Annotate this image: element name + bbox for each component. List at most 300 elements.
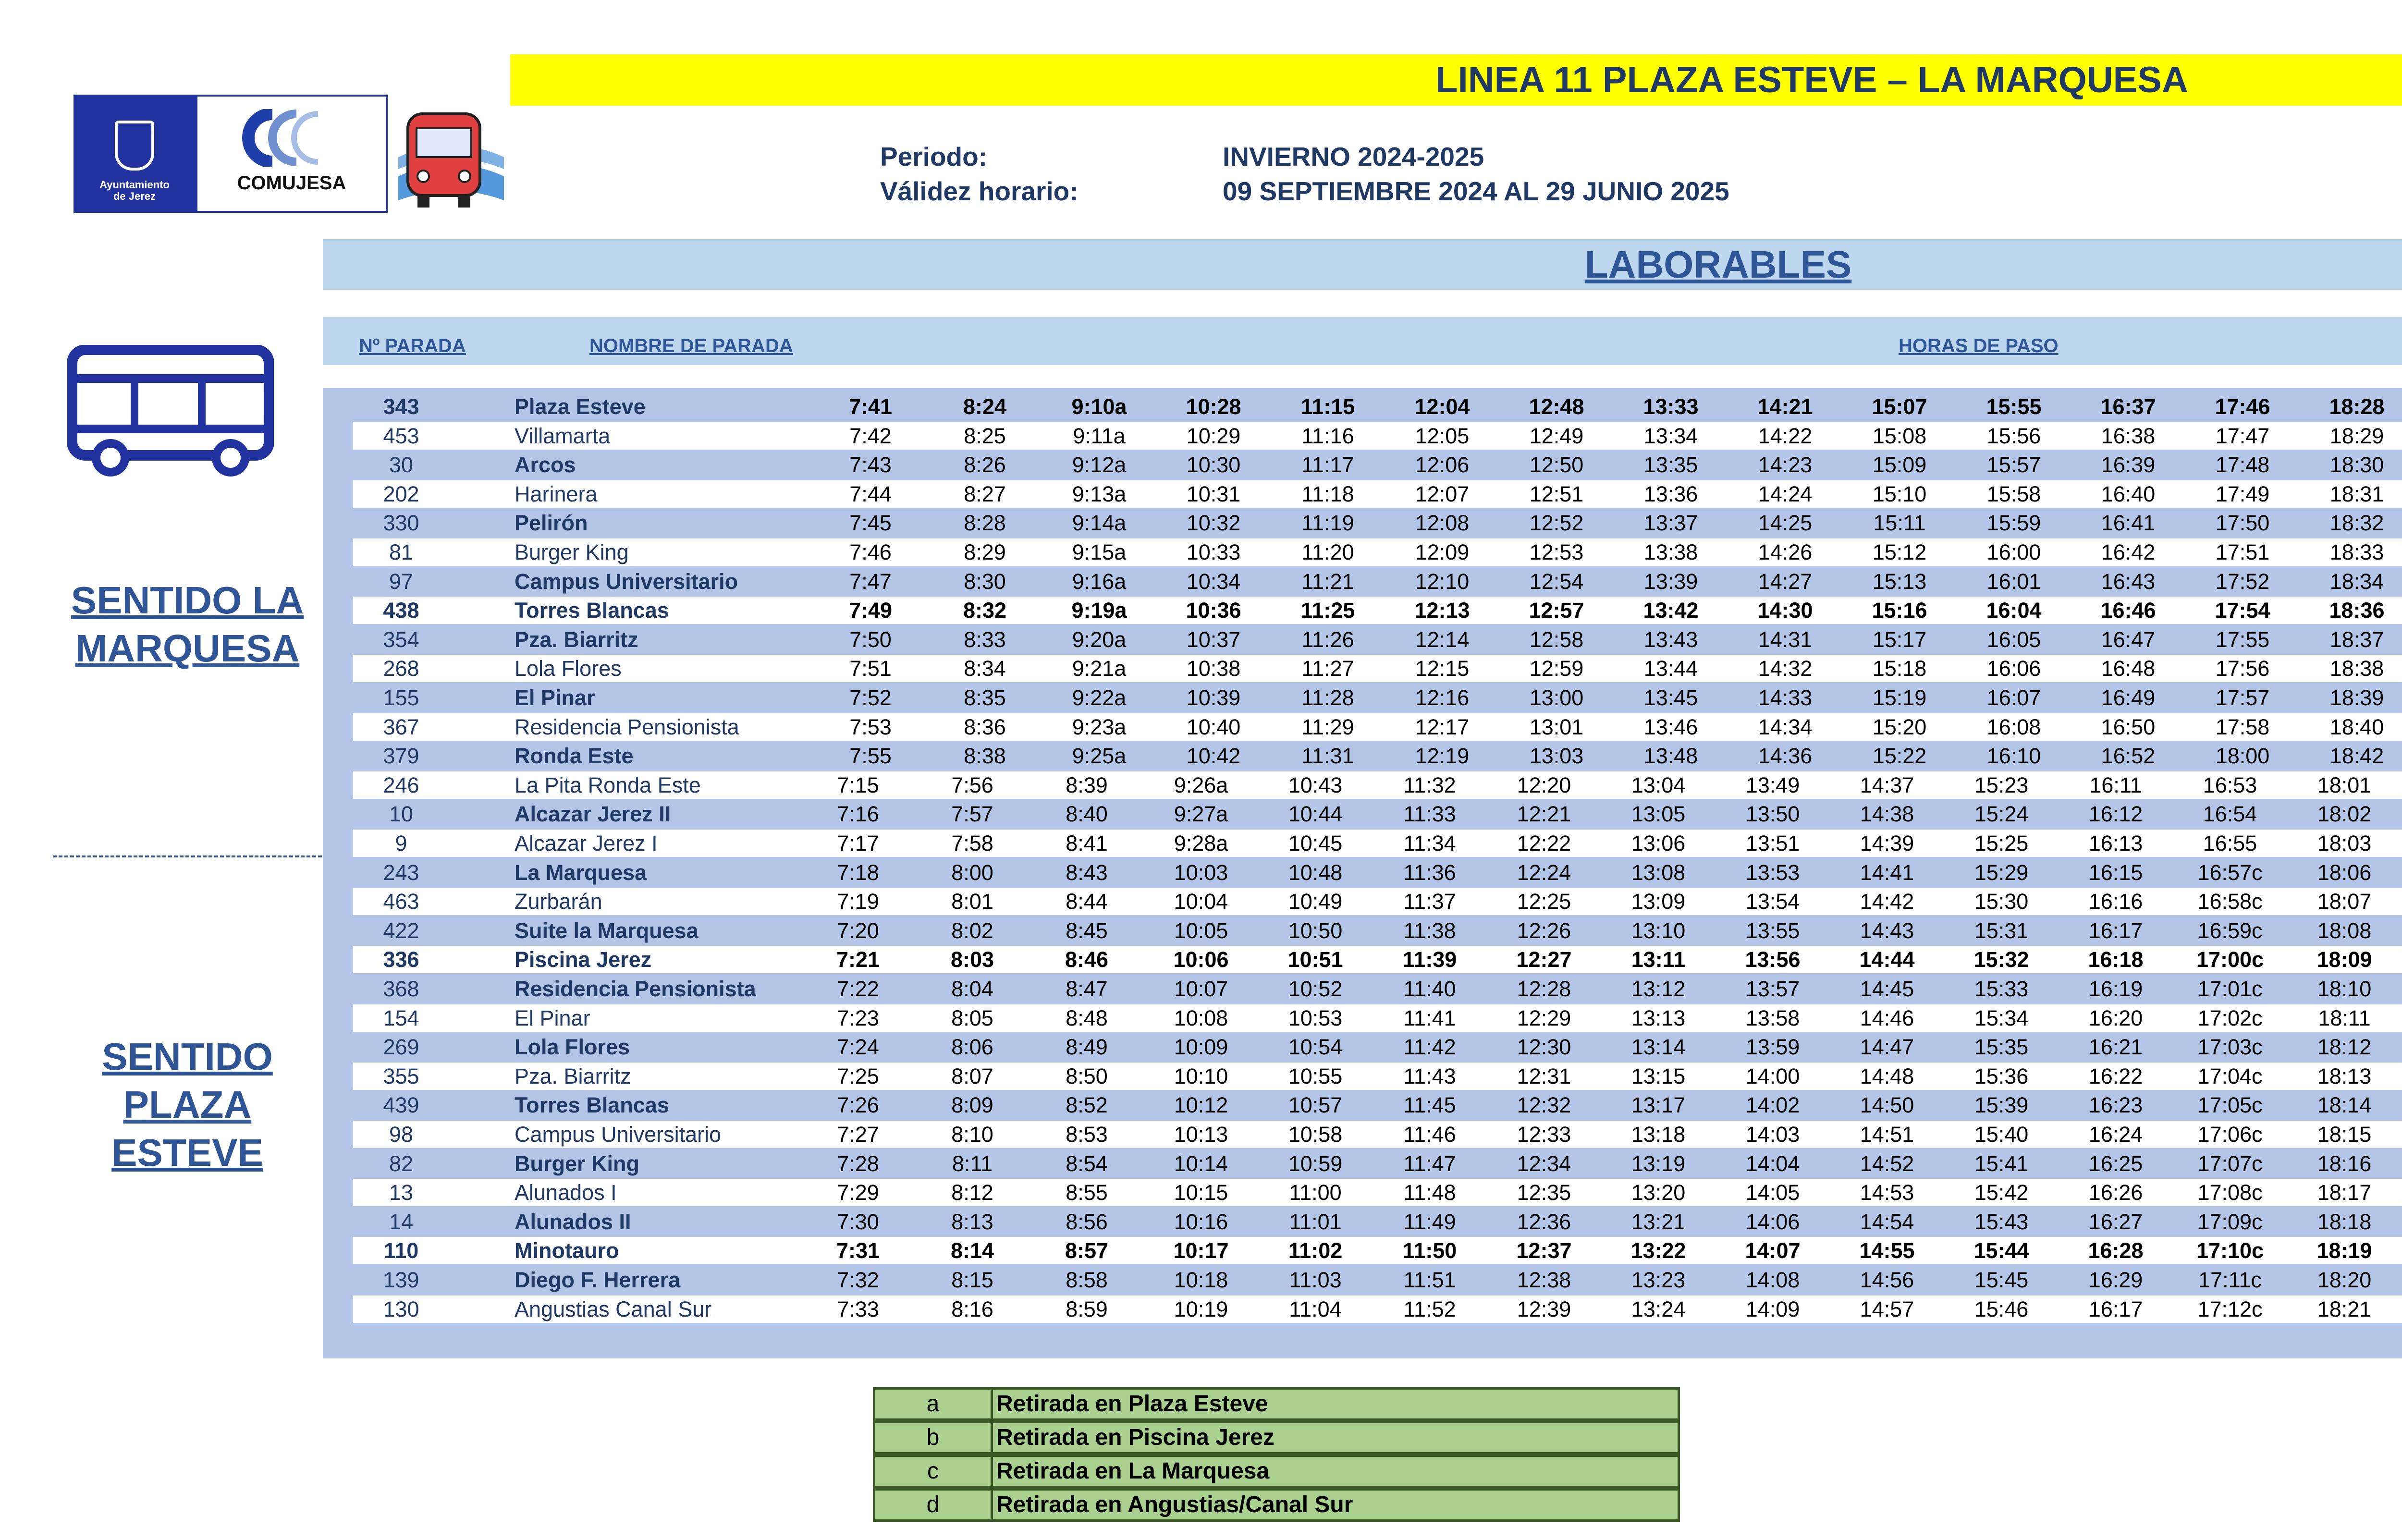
stop-name: La Marquesa bbox=[515, 860, 647, 885]
departure-time: 16:24 bbox=[2088, 1122, 2143, 1147]
stop-name: Alcazar Jerez II bbox=[515, 802, 671, 827]
departure-time: 10:19 bbox=[1174, 1296, 1228, 1321]
departure-time: 13:17 bbox=[1631, 1093, 1686, 1118]
departure-time: 7:30 bbox=[837, 1209, 879, 1234]
stop-name: Lola Flores bbox=[515, 1035, 630, 1060]
departure-time: 13:51 bbox=[1745, 831, 1800, 856]
departure-time: 14:07 bbox=[1745, 1238, 1801, 1263]
departure-time: 14:45 bbox=[1860, 977, 1914, 1001]
departure-time: 11:26 bbox=[1301, 627, 1354, 652]
departure-time: 16:12 bbox=[2088, 802, 2143, 827]
departure-time: 7:41 bbox=[848, 394, 893, 419]
departure-time: 18:19 bbox=[2316, 1238, 2372, 1263]
departure-time: 11:20 bbox=[1301, 540, 1354, 564]
stop-number: 110 bbox=[383, 1238, 419, 1263]
departure-time: 16:11 bbox=[2089, 772, 2142, 797]
departure-time: 16:16 bbox=[2088, 889, 2143, 914]
departure-time: 16:06 bbox=[1986, 656, 2041, 681]
legend-row bbox=[873, 1454, 1680, 1488]
departure-time: 10:52 bbox=[1288, 977, 1343, 1001]
departure-time: 15:30 bbox=[1974, 889, 2029, 914]
departure-time: 12:48 bbox=[1529, 394, 1584, 419]
departure-time: 15:13 bbox=[1872, 569, 1927, 594]
departure-time: 9:23a bbox=[1072, 714, 1127, 739]
departure-time: 14:25 bbox=[1758, 511, 1813, 536]
departure-time: 8:39 bbox=[1066, 772, 1108, 797]
departure-time: 12:28 bbox=[1517, 977, 1571, 1001]
departure-time: 16:23 bbox=[2088, 1093, 2143, 1118]
departure-time: 18:01 bbox=[2317, 772, 2372, 797]
departure-time: 17:49 bbox=[2215, 481, 2270, 506]
departure-time: 18:03 bbox=[2317, 831, 2372, 856]
departure-time: 10:40 bbox=[1186, 714, 1241, 739]
departure-time: 11:43 bbox=[1403, 1063, 1456, 1088]
departure-time: 11:04 bbox=[1289, 1296, 1342, 1321]
departure-time: 13:46 bbox=[1643, 714, 1698, 739]
departure-time: 16:18 bbox=[2088, 947, 2144, 972]
departure-time: 15:22 bbox=[1872, 744, 1927, 769]
departure-time: 15:08 bbox=[1872, 423, 1927, 448]
departure-time: 17:03c bbox=[2197, 1035, 2263, 1060]
departure-time: 8:38 bbox=[964, 744, 1006, 769]
departure-time: 17:01c bbox=[2197, 977, 2263, 1001]
table-row bbox=[353, 1063, 2402, 1090]
departure-time: 12:14 bbox=[1415, 627, 1470, 652]
departure-time: 18:08 bbox=[2317, 918, 2372, 943]
departure-time: 18:00 bbox=[2215, 744, 2270, 769]
departure-time: 16:17 bbox=[2088, 918, 2143, 943]
stop-name: Campus Universitario bbox=[515, 569, 738, 594]
departure-time: 7:43 bbox=[849, 452, 892, 477]
departure-time: 15:09 bbox=[1872, 452, 1927, 477]
departure-time: 14:27 bbox=[1758, 569, 1813, 594]
stop-name: Piscina Jerez bbox=[515, 947, 652, 972]
departure-time: 17:55 bbox=[2215, 627, 2270, 652]
departure-time: 18:32 bbox=[2329, 511, 2384, 536]
departure-time: 18:18 bbox=[2317, 1209, 2372, 1234]
departure-time: 12:29 bbox=[1517, 1005, 1571, 1030]
departure-time: 12:31 bbox=[1517, 1063, 1571, 1088]
stop-name: Diego F. Herrera bbox=[515, 1268, 681, 1292]
departure-time: 7:17 bbox=[837, 831, 879, 856]
departure-time: 14:56 bbox=[1860, 1268, 1914, 1292]
departure-time: 14:02 bbox=[1745, 1093, 1800, 1118]
departure-time: 12:09 bbox=[1415, 540, 1470, 564]
departure-time: 16:53 bbox=[2203, 772, 2257, 797]
stop-number: 243 bbox=[383, 860, 419, 885]
stop-name: El Pinar bbox=[515, 685, 595, 710]
stop-name: Villamarta bbox=[515, 423, 611, 448]
direction-label-left-top: SENTIDO LA MARQUESA bbox=[71, 579, 304, 670]
departure-time: 14:36 bbox=[1758, 744, 1813, 769]
departure-time: 12:27 bbox=[1516, 947, 1572, 972]
stop-name: Residencia Pensionista bbox=[515, 714, 739, 739]
header-times: HORAS DE PASO bbox=[1899, 335, 2059, 356]
departure-time: 18:38 bbox=[2329, 656, 2384, 681]
departure-time: 10:58 bbox=[1288, 1122, 1343, 1147]
departure-time: 14:39 bbox=[1860, 831, 1914, 856]
departure-time: 7:31 bbox=[836, 1238, 880, 1263]
departure-time: 14:08 bbox=[1745, 1268, 1800, 1292]
departure-time: 18:14 bbox=[2317, 1093, 2372, 1118]
departure-time: 8:09 bbox=[951, 1093, 993, 1118]
section-title bbox=[323, 239, 2402, 290]
stop-name: Alunados I bbox=[515, 1180, 617, 1205]
period-info bbox=[880, 139, 1729, 208]
departure-time: 8:36 bbox=[964, 714, 1006, 739]
table-row bbox=[353, 393, 2402, 420]
departure-time: 7:51 bbox=[849, 656, 892, 681]
departure-time: 13:39 bbox=[1643, 569, 1698, 594]
departure-time: 15:57 bbox=[1986, 452, 2041, 477]
departure-time: 15:12 bbox=[1872, 540, 1927, 564]
departure-time: 9:13a bbox=[1072, 481, 1127, 506]
table-row bbox=[353, 946, 2402, 973]
departure-time: 12:07 bbox=[1415, 481, 1470, 506]
stop-name: Residencia Pensionista bbox=[515, 977, 756, 1001]
departure-time: 15:11 bbox=[1873, 511, 1926, 536]
departure-time: 7:32 bbox=[837, 1268, 879, 1292]
departure-time: 13:42 bbox=[1643, 598, 1699, 623]
departure-time: 13:57 bbox=[1745, 977, 1800, 1001]
departure-time: 13:19 bbox=[1631, 1151, 1686, 1176]
departure-time: 13:00 bbox=[1529, 685, 1584, 710]
departure-time: 9:20a bbox=[1072, 627, 1127, 652]
table-row bbox=[353, 917, 2402, 944]
departure-time: 11:39 bbox=[1402, 947, 1457, 972]
departure-time: 8:56 bbox=[1066, 1209, 1108, 1234]
departure-time: 16:19 bbox=[2088, 977, 2143, 1001]
departure-time: 10:12 bbox=[1174, 1093, 1228, 1118]
departure-time: 18:16 bbox=[2317, 1151, 2372, 1176]
departure-time: 12:25 bbox=[1517, 889, 1571, 914]
departure-time: 13:23 bbox=[1631, 1268, 1686, 1292]
departure-time: 15:34 bbox=[1974, 1005, 2029, 1030]
departure-time: 10:37 bbox=[1186, 627, 1241, 652]
departure-time: 17:02c bbox=[2197, 1005, 2263, 1030]
table-row bbox=[353, 597, 2402, 624]
departure-time: 10:28 bbox=[1186, 394, 1241, 419]
departure-time: 15:44 bbox=[1973, 1238, 2029, 1263]
departure-time: 16:01 bbox=[1986, 569, 2041, 594]
departure-time: 8:02 bbox=[951, 918, 993, 943]
departure-time: 12:19 bbox=[1415, 744, 1470, 769]
departure-time: 17:04c bbox=[2197, 1063, 2263, 1088]
table-row bbox=[353, 800, 2402, 828]
departure-time: 13:14 bbox=[1631, 1035, 1686, 1060]
departure-time: 13:20 bbox=[1631, 1180, 1686, 1205]
table-row bbox=[353, 655, 2402, 682]
departure-time: 15:19 bbox=[1872, 685, 1927, 710]
table-row bbox=[353, 538, 2402, 566]
stop-name: Torres Blancas bbox=[515, 1093, 669, 1118]
departure-time: 17:48 bbox=[2215, 452, 2270, 477]
departure-time: 16:29 bbox=[2088, 1268, 2143, 1292]
period-label: Periodo: bbox=[880, 142, 988, 171]
departure-time: 13:37 bbox=[1643, 511, 1698, 536]
departure-time: 8:14 bbox=[950, 1238, 994, 1263]
stop-number: 439 bbox=[383, 1093, 419, 1118]
legend-text: Retirada en Plaza Esteve bbox=[996, 1391, 1268, 1417]
departure-time: 7:49 bbox=[848, 598, 893, 623]
departure-time: 16:21 bbox=[2088, 1035, 2143, 1060]
departure-time: 10:15 bbox=[1174, 1180, 1228, 1205]
departure-time: 18:29 bbox=[2329, 423, 2384, 448]
departure-time: 10:05 bbox=[1174, 918, 1228, 943]
departure-time: 13:21 bbox=[1631, 1209, 1686, 1234]
departure-time: 8:35 bbox=[964, 685, 1006, 710]
stop-number: 368 bbox=[383, 977, 419, 1001]
departure-time: 15:25 bbox=[1974, 831, 2029, 856]
departure-time: 15:56 bbox=[1986, 423, 2041, 448]
departure-time: 10:50 bbox=[1288, 918, 1343, 943]
departure-time: 13:34 bbox=[1643, 423, 1698, 448]
departure-time: 9:21a bbox=[1072, 656, 1127, 681]
departure-time: 16:54 bbox=[2203, 802, 2257, 827]
departure-time: 16:57c bbox=[2197, 860, 2263, 885]
departure-time: 10:39 bbox=[1186, 685, 1241, 710]
departure-time: 14:47 bbox=[1860, 1035, 1914, 1060]
stop-name: Ronda Este bbox=[515, 744, 634, 769]
departure-time: 12:30 bbox=[1517, 1035, 1571, 1060]
departure-time: 7:45 bbox=[849, 511, 892, 536]
departure-time: 8:52 bbox=[1066, 1093, 1108, 1118]
departure-time: 10:45 bbox=[1288, 831, 1343, 856]
departure-time: 15:42 bbox=[1974, 1180, 2029, 1205]
departure-time: 10:30 bbox=[1186, 452, 1241, 477]
departure-time: 12:39 bbox=[1517, 1296, 1571, 1321]
departure-time: 18:07 bbox=[2317, 889, 2372, 914]
departure-time: 14:33 bbox=[1758, 685, 1813, 710]
departure-time: 17:12c bbox=[2197, 1296, 2263, 1321]
departure-time: 7:20 bbox=[837, 918, 879, 943]
legend-text: Retirada en Piscina Jerez bbox=[996, 1425, 1275, 1450]
departure-time: 17:09c bbox=[2197, 1209, 2263, 1234]
departure-time: 14:04 bbox=[1745, 1151, 1800, 1176]
stop-number: 453 bbox=[383, 423, 419, 448]
departure-time: 17:51 bbox=[2215, 540, 2270, 564]
table-row bbox=[353, 451, 2402, 478]
departure-time: 11:36 bbox=[1403, 860, 1456, 885]
departure-time: 8:32 bbox=[963, 598, 1007, 623]
stop-name: Alcazar Jerez I bbox=[515, 831, 658, 856]
departure-time: 18:06 bbox=[2317, 860, 2372, 885]
departure-time: 10:14 bbox=[1174, 1151, 1228, 1176]
departure-time: 16:26 bbox=[2088, 1180, 2143, 1205]
table-row bbox=[353, 1033, 2402, 1061]
departure-time: 14:23 bbox=[1758, 452, 1813, 477]
departure-time: 7:18 bbox=[837, 860, 879, 885]
table-row bbox=[353, 1266, 2402, 1294]
departure-time: 8:47 bbox=[1066, 977, 1108, 1001]
departure-time: 14:54 bbox=[1860, 1209, 1914, 1234]
departure-time: 12:21 bbox=[1517, 802, 1571, 827]
departure-time: 8:55 bbox=[1066, 1180, 1108, 1205]
stop-number: 422 bbox=[383, 918, 419, 943]
departure-time: 7:19 bbox=[837, 889, 879, 914]
departure-time: 15:58 bbox=[1986, 481, 2041, 506]
departure-time: 9:12a bbox=[1072, 452, 1127, 477]
departure-time: 13:03 bbox=[1529, 744, 1584, 769]
departure-time: 10:06 bbox=[1173, 947, 1229, 972]
departure-time: 14:05 bbox=[1745, 1180, 1800, 1205]
departure-time: 8:40 bbox=[1066, 802, 1108, 827]
departure-time: 9:10a bbox=[1071, 394, 1127, 419]
departure-time: 15:59 bbox=[1986, 511, 2041, 536]
departure-time: 11:21 bbox=[1301, 569, 1354, 594]
departure-time: 8:03 bbox=[950, 947, 994, 972]
departure-time: 13:35 bbox=[1643, 452, 1698, 477]
departure-time: 11:42 bbox=[1403, 1035, 1456, 1060]
departure-time: 16:50 bbox=[2101, 714, 2156, 739]
departure-time: 10:04 bbox=[1174, 889, 1228, 914]
departure-time: 17:08c bbox=[2197, 1180, 2263, 1205]
departure-time: 16:15 bbox=[2088, 860, 2143, 885]
departure-time: 18:11 bbox=[2318, 1005, 2371, 1030]
departure-time: 13:18 bbox=[1631, 1122, 1686, 1147]
departure-time: 11:37 bbox=[1403, 889, 1456, 914]
departure-time: 18:42 bbox=[2329, 744, 2384, 769]
departure-time: 15:41 bbox=[1974, 1151, 2029, 1176]
departure-time: 13:22 bbox=[1630, 1238, 1686, 1263]
departure-time: 14:51 bbox=[1860, 1122, 1914, 1147]
departure-time: 7:15 bbox=[837, 772, 879, 797]
departure-time: 10:59 bbox=[1288, 1151, 1343, 1176]
departure-time: 18:37 bbox=[2329, 627, 2384, 652]
departure-time: 8:04 bbox=[951, 977, 993, 1001]
stop-number: 379 bbox=[383, 744, 419, 769]
departure-time: 7:27 bbox=[837, 1122, 879, 1147]
departure-time: 11:49 bbox=[1403, 1209, 1456, 1234]
departure-time: 8:27 bbox=[964, 481, 1006, 506]
departure-time: 11:00 bbox=[1289, 1180, 1342, 1205]
departure-time: 17:58 bbox=[2215, 714, 2270, 739]
stop-number: 81 bbox=[389, 540, 414, 564]
departure-time: 10:09 bbox=[1174, 1035, 1228, 1060]
departure-time: 14:30 bbox=[1757, 598, 1813, 623]
departure-time: 8:10 bbox=[951, 1122, 993, 1147]
departure-time: 15:31 bbox=[1974, 918, 2029, 943]
departure-time: 7:23 bbox=[837, 1005, 879, 1030]
departure-time: 16:00 bbox=[1986, 540, 2041, 564]
departure-time: 14:53 bbox=[1860, 1180, 1914, 1205]
departure-time: 8:15 bbox=[951, 1268, 993, 1292]
departure-time: 11:02 bbox=[1288, 1238, 1343, 1263]
departure-time: 8:28 bbox=[964, 511, 1006, 536]
departure-time: 8:26 bbox=[964, 452, 1006, 477]
stop-number: 13 bbox=[389, 1180, 414, 1205]
section-title-text: LABORABLES bbox=[1584, 243, 1852, 286]
stop-number: 268 bbox=[383, 656, 419, 681]
departure-time: 10:43 bbox=[1288, 772, 1343, 797]
departure-time: 14:46 bbox=[1860, 1005, 1914, 1030]
departure-time: 13:38 bbox=[1643, 540, 1698, 564]
departure-time: 8:57 bbox=[1065, 1238, 1109, 1263]
stop-number: 154 bbox=[383, 1005, 419, 1030]
departure-time: 7:52 bbox=[849, 685, 892, 710]
departure-time: 12:24 bbox=[1517, 860, 1571, 885]
departure-time: 8:41 bbox=[1066, 831, 1108, 856]
departure-time: 14:43 bbox=[1860, 918, 1914, 943]
departure-time: 15:10 bbox=[1872, 481, 1927, 506]
stop-name: Pza. Biarritz bbox=[515, 1063, 631, 1088]
departure-time: 12:32 bbox=[1517, 1093, 1571, 1118]
table-row bbox=[353, 859, 2402, 886]
legend-key: d bbox=[875, 1491, 993, 1519]
departure-time: 10:48 bbox=[1288, 860, 1343, 885]
departure-time: 12:36 bbox=[1517, 1209, 1571, 1234]
ayuntamiento-logo: Ayuntamiento de Jerez bbox=[74, 95, 196, 213]
departure-time: 8:00 bbox=[951, 860, 993, 885]
departure-time: 8:45 bbox=[1066, 918, 1108, 943]
departure-time: 16:39 bbox=[2101, 452, 2156, 477]
departure-time: 8:13 bbox=[951, 1209, 993, 1234]
departure-time: 9:19a bbox=[1071, 598, 1127, 623]
validity-value: 09 SEPTIEMBRE 2024 AL 29 JUNIO 2025 bbox=[1223, 176, 1729, 206]
table-row bbox=[353, 509, 2402, 537]
departure-time: 12:58 bbox=[1529, 627, 1584, 652]
departure-time: 13:13 bbox=[1631, 1005, 1686, 1030]
divider-left bbox=[53, 856, 322, 857]
departure-time: 13:55 bbox=[1745, 918, 1800, 943]
departure-time: 14:57 bbox=[1860, 1296, 1914, 1321]
table-row bbox=[353, 888, 2402, 915]
departure-time: 16:04 bbox=[1986, 598, 2042, 623]
legend-text: Retirada en Angustias/Canal Sur bbox=[996, 1492, 1353, 1517]
stop-name: Zurbarán bbox=[515, 889, 602, 914]
departure-time: 12:52 bbox=[1529, 511, 1584, 536]
departure-time: 7:53 bbox=[849, 714, 892, 739]
stop-number: 330 bbox=[383, 511, 419, 536]
departure-time: 16:25 bbox=[2088, 1151, 2143, 1176]
stop-name: Plaza Esteve bbox=[515, 394, 646, 419]
departure-time: 12:35 bbox=[1517, 1180, 1571, 1205]
departure-time: 8:34 bbox=[964, 656, 1006, 681]
legend-text: Retirada en La Marquesa bbox=[996, 1458, 1270, 1484]
departure-time: 17:56 bbox=[2215, 656, 2270, 681]
departure-time: 18:36 bbox=[2329, 598, 2385, 623]
departure-time: 16:52 bbox=[2101, 744, 2156, 769]
departure-time: 10:57 bbox=[1288, 1093, 1343, 1118]
departure-time: 11:01 bbox=[1289, 1209, 1342, 1234]
departure-time: 12:37 bbox=[1516, 1238, 1572, 1263]
departure-time: 17:57 bbox=[2215, 685, 2270, 710]
departure-time: 18:17 bbox=[2317, 1180, 2372, 1205]
departure-time: 10:55 bbox=[1288, 1063, 1343, 1088]
bus-icon bbox=[67, 345, 274, 481]
departure-time: 11:34 bbox=[1403, 831, 1456, 856]
departure-time: 14:48 bbox=[1860, 1063, 1914, 1088]
departure-time: 13:15 bbox=[1631, 1063, 1686, 1088]
departure-time: 15:20 bbox=[1872, 714, 1927, 739]
departure-time: 17:54 bbox=[2215, 598, 2270, 623]
departure-time: 8:49 bbox=[1066, 1035, 1108, 1060]
departure-time: 9:27a bbox=[1174, 802, 1228, 827]
departure-time: 16:59c bbox=[2197, 918, 2263, 943]
departure-time: 11:32 bbox=[1403, 772, 1456, 797]
departure-time: 8:06 bbox=[951, 1035, 993, 1060]
departure-time: 10:49 bbox=[1288, 889, 1343, 914]
departure-time: 12:54 bbox=[1529, 569, 1584, 594]
departure-time: 13:59 bbox=[1745, 1035, 1800, 1060]
table-row bbox=[353, 1208, 2402, 1235]
stop-name: Torres Blancas bbox=[515, 598, 669, 623]
departure-time: 11:25 bbox=[1300, 598, 1355, 623]
stop-number: 155 bbox=[383, 685, 419, 710]
departure-time: 12:05 bbox=[1415, 423, 1470, 448]
departure-time: 14:26 bbox=[1758, 540, 1813, 564]
departure-time: 13:50 bbox=[1745, 802, 1800, 827]
